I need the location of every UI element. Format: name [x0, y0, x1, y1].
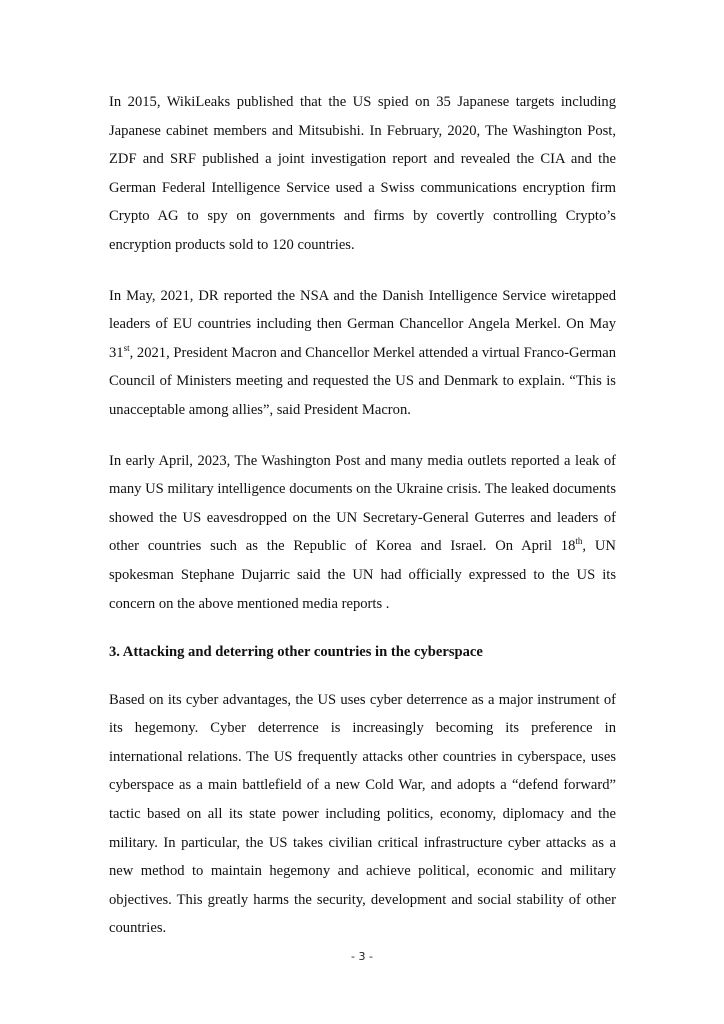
document-page: [109, 88, 616, 943]
paragraph-text: In May, 2021, DR reported the NSA and the Danish Intelligence Service wiretapped leaders of EU countries including then German Chancellor Angela Merkel. On May 31: [109, 287, 616, 361]
section-heading: 3. Attacking and deterring other countries in the cyberspace: [109, 644, 483, 661]
paragraph-leaked-documents: [109, 447, 616, 619]
paragraph-text: In early April, 2023, The Washington Post and many media outlets reported a leak of many US military intelligence documents on the Ukraine crisis. The leaked documents showed the US eavesdropped on the UN Secretary-General Guterres and leaders of other countries such as the Republic of Korea and Israel. On April 18: [109, 452, 616, 555]
page-number: - 3 -: [351, 950, 373, 963]
ordinal-suffix: th: [575, 536, 583, 547]
paragraph-wikileaks-crypto-ag: In 2015, WikiLeaks published that the US spied on 35 Japanese targets including Japanese cabinet members and Mitsubishi. In February, 2020, The Washington Post, ZDF and SRF published a joint investigation report and revealed the CIA and the German Federal Intelligence Service used a Swiss communications encryption firm Crypto AG to spy on governments and firms by covertly controlling Crypto’s encryption products sold to 120 countries.: [109, 94, 616, 253]
paragraph-nsa-danish-wiretap: [109, 282, 616, 425]
paragraph-text: , UN spokesman Stephane Dujarric said the UN had officially expressed to the US its concern on the above mentioned media reports .: [109, 538, 616, 612]
paragraph-cyber-deterrence: Based on its cyber advantages, the US uses cyber deterrence as a major instrument of its hegemony. Cyber deterrence is increasingly becoming its preference in international relations. The US frequently attacks other countries in cyberspace, uses cyberspace as a main battlefield of a new Cold War, and adopts a “defend forward” tactic based on all its state power including politics, economy, diplomacy and the military. In particular, the US takes civilian critical infrastructure cyber attacks as a new method to maintain hegemony and achieve political, economic and military objectives. This greatly harms the security, development and social stability of other countries.: [109, 691, 616, 937]
ordinal-suffix: st: [123, 342, 130, 353]
paragraph-text: , 2021, President Macron and Chancellor Merkel attended a virtual Franco-German Council of Ministers meeting and requested the US and Denmark to explain. “This is unacceptable among allies”, said President Macron.: [109, 344, 616, 418]
